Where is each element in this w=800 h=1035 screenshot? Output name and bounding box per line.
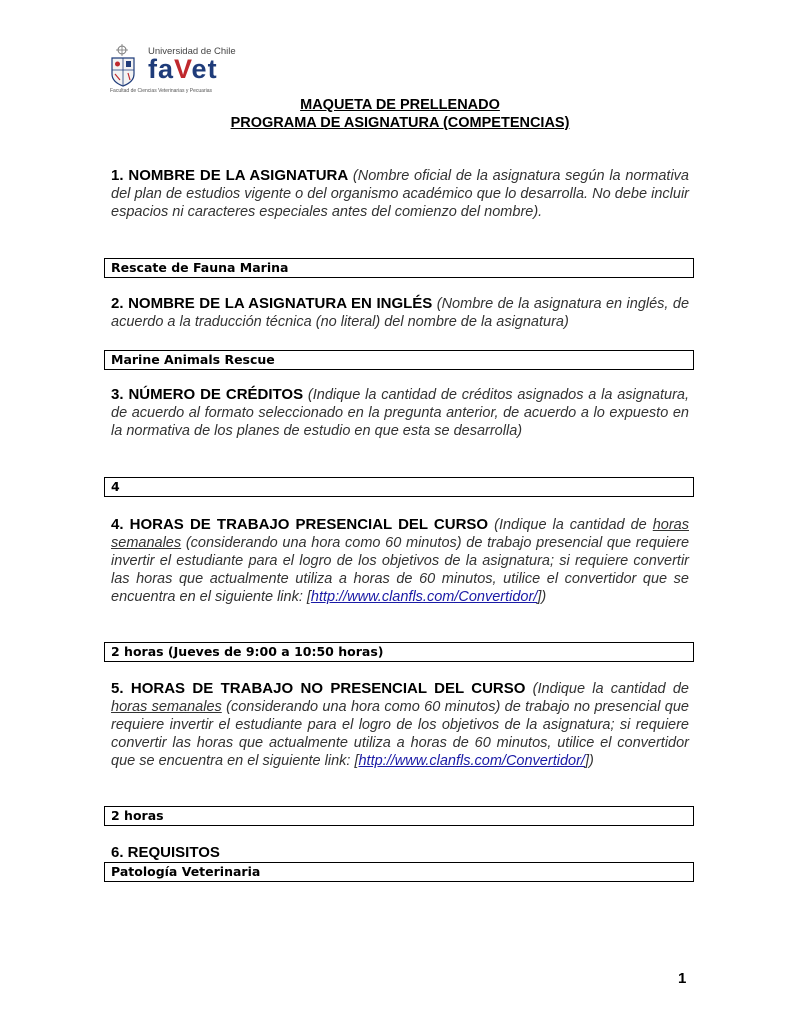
- requirements-field: Patología Veterinaria: [104, 862, 694, 882]
- section-heading: 4. HORAS DE TRABAJO PRESENCIAL DEL CURSO: [111, 516, 489, 533]
- converter-link[interactable]: http://www.clanfls.com/Convertidor/: [358, 753, 585, 769]
- page-number: 1: [678, 970, 687, 987]
- noncontact-hours-field: 2 horas: [104, 806, 694, 826]
- section-contact-hours: [111, 516, 689, 606]
- section-heading: 3. NÚMERO DE CRÉDITOS: [111, 386, 304, 403]
- brand-wordmark: faVet: [148, 54, 218, 84]
- section-course-name: [111, 167, 689, 221]
- section-noncontact-hours: [111, 680, 689, 770]
- section-heading: 6. REQUISITOS: [111, 844, 220, 861]
- section-description: (Indique la cantidad de créditos asignados a la asignatura, de acuerdo al formato seleccionado en la pregunta anterior, de acuerdo a lo expuesto en la normativa de los planes de estudio en que esta se desarrolla): [111, 387, 689, 439]
- section-heading: 2. NOMBRE DE LA ASIGNATURA EN INGLÉS: [111, 295, 433, 312]
- contact-hours-field: 2 horas (Jueves de 9:00 a 10:50 horas): [104, 642, 694, 662]
- document-title: MAQUETA DE PRELLENADO: [300, 97, 500, 113]
- university-name: Universidad de Chile: [148, 46, 236, 57]
- university-logo: [110, 44, 236, 94]
- faculty-name: Facultad de Ciencias Veterinarias y Pecuarias: [110, 88, 212, 94]
- section-heading: 5. HORAS DE TRABAJO NO PRESENCIAL DEL CURSO: [111, 680, 526, 697]
- section-course-name-english: [111, 295, 689, 331]
- converter-link[interactable]: http://www.clanfls.com/Convertidor/: [310, 589, 538, 605]
- course-name-field: Rescate de Fauna Marina: [104, 258, 694, 278]
- credits-field: 4: [104, 477, 694, 497]
- course-name-english-field: Marine Animals Rescue: [104, 350, 694, 370]
- section-description: (Indique la cantidad de horas semanales (considerando una hora como 60 minutos) de trabajo no presencial que requiere invertir el estudiante para el logro de los objetivos de la asignatura; si requiere convertir las horas que actualmente utiliza a horas de 60 minutos, utilice el convertidor que se encuentra en el siguiente link: [http://www.clanfls.com/Convertidor/]): [111, 681, 689, 769]
- section-description: (Indique la cantidad de horas semanales (considerando una hora como 60 minutos) de trabajo presencial que requiere invertir el estudiante para el logro de los objetivos de la asignatura; si requiere convertir las horas que actualmente utiliza a horas de 60 minutos, utilice el convertidor que se encuentra en el siguiente link: [http://www.clanfls.com/Convertidor/]): [111, 517, 690, 605]
- section-description: (Nombre oficial de la asignatura según la normativa del plan de estudios vigente o del organismo académico que lo desarrolla. No debe incluir espacios ni caracteres especiales antes del comienzo del nombre).: [111, 168, 689, 220]
- section-requirements: [111, 844, 689, 862]
- section-heading: 1. NOMBRE DE LA ASIGNATURA: [111, 167, 349, 184]
- section-credits: [111, 386, 689, 440]
- section-description: (Nombre de la asignatura en inglés, de acuerdo a la traducción técnica (no literal) del nombre de la asignatura): [111, 296, 690, 330]
- document-subtitle: PROGRAMA DE ASIGNATURA (COMPETENCIAS): [230, 115, 570, 131]
- crest-icon: [110, 44, 146, 88]
